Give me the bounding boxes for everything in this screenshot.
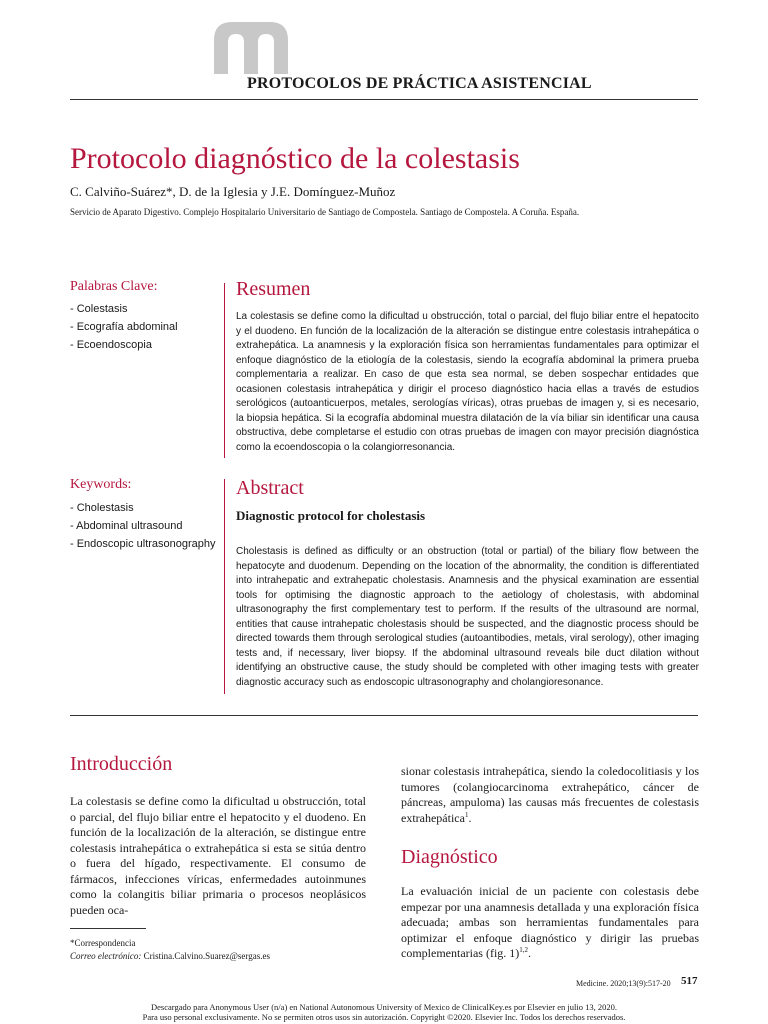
abstract-accent-rule (224, 479, 225, 694)
keywords-es-heading: Palabras Clave: (70, 279, 158, 294)
download-line-1: Descargado para Anonymous User (n/a) en National Autonomous University of Mexico de ClinicalKey.es por Elsevier en julio 13, 2020. (151, 1002, 617, 1012)
keyword-en-item: - Cholestasis (70, 502, 134, 514)
header-divider (70, 99, 698, 100)
diagnostico-body: La evaluación inicial de un paciente con colestasis debe empezar por una anamnesis detallada y una exploración física adecuada; ambas son herramientas fundamentales para optimizar el enfoque diagnóstico y dirigir las pruebas complementarias (fig. 1)$^{1,2}$. (401, 884, 699, 960)
journal-citation: Medicine. 2020;13(9):517-20 (576, 979, 671, 988)
journal-logo (214, 22, 288, 74)
citation-ref[interactable]: 1,2 (519, 946, 529, 954)
correspondence-label: *Correspondencia (70, 938, 136, 948)
keyword-es-item: - Colestasis (70, 303, 128, 315)
abstract-body: Cholestasis is defined as difficulty or an obstruction (total or partial) of the biliary flow between the hepatocyte and duodenum. Depending on the location of the abnormality, the condition is differentiated into intrahepatic and extrahepatic cholestasis. Anamnesis and the physical examination are essential tools for optimising the diagnostic approach to the aetiology of cholestasis, with abdominal ultrasonography the first complementary test to perform. If the results of the ultrasound are normal, entities that cause intrahepatic cholestasis should be suspected, and the diagnostic process should be directed towards them through serological studies (autoantibodies, metals, viral serology), other imaging tests and, if necessary, liver biopsy. If the abdominal ultrasound reveals bile duct dilation without identifying an obstructive cause, the study should be completed with other imaging tests with greater diagnostic accuracy such as endoscopic ultrasonography and cholangioresonance. (236, 546, 699, 688)
footnote-rule (70, 928, 146, 929)
page-number: 517 (681, 975, 698, 987)
resumen-body: La colestasis se define como la dificultad u obstrucción, total o parcial, del flujo biliar entre el hepatocito y el duodeno. En función de la localización de la alteración se distingue entre colestasis intrahepática o extrahepática. La anamnesis y la exploración física son herramientas fundamentales para optimizar el enfoque diagnóstico de la etiología de la colestasis, siendo la ecografía abdominal la primera prueba complementaria a realizar. En caso de que esta sea normal, se deben sospechar entidades que ocasionen colestasis intrahepática y dirigir el proceso diagnóstico hacia ellas a través de estudios serológicos (autoanticuerpos, metales, serologías víricas), otras pruebas de imagen y, si es necesario, la biopsia hepática. Si la ecografía abdominal muestra dilatación de la vía biliar sin identificar una causa obstructiva, debe completarse el estudio con otras pruebas de imagen con mayor precisión diagnóstica como la ecoendoscopia o la colangiorresonancia. (236, 311, 699, 453)
abstract-subtitle: Diagnostic protocol for cholestasis (236, 508, 426, 523)
resumen-heading: Resumen (236, 278, 311, 300)
introduccion-heading: Introducción (70, 753, 173, 775)
diagnostico-heading: Diagnóstico (401, 846, 498, 868)
article-authors: C. Calviño-Suárez*, D. de la Iglesia y J.E. Domínguez-Muñoz (70, 184, 396, 199)
keywords-en-heading: Keywords: (70, 477, 132, 492)
author-affiliation: Servicio de Aparato Digestivo. Complejo Hospitalario Universitario de Santiago de Compostela. Santiago de Compostela. A Coruña. España. (70, 207, 580, 217)
keyword-en-item: - Endoscopic ultrasonography (70, 538, 216, 550)
body-divider (70, 715, 698, 716)
abstract-heading: Abstract (236, 477, 304, 499)
citation-ref[interactable]: 1 (464, 810, 469, 819)
keywords-en-list (70, 499, 216, 553)
download-notice (0, 1002, 768, 1022)
correspondence-footnote (70, 937, 270, 962)
email-line (70, 950, 270, 963)
keyword-es-item: - Ecografía abdominal (70, 321, 178, 333)
keyword-en-item: - Abdominal ultrasound (70, 520, 183, 532)
resumen-accent-rule (224, 283, 225, 458)
download-line-2: Para uso personal exclusivamente. No se permiten otros usos sin autorización. Copyright ©2020. Elsevier Inc. Todos los derechos reservados. (142, 1012, 626, 1022)
keyword-es-item: - Ecoendoscopia (70, 339, 152, 351)
article-title: Protocolo diagnóstico de la colestasis (70, 142, 520, 175)
keywords-es-list (70, 300, 178, 354)
email-label: Correo electrónico: (70, 950, 142, 961)
introduccion-body: La colestasis se define como la dificultad u obstrucción, total o parcial, del flujo biliar entre el hepatocito y el duodeno. En función de la localización de la alteración, se distingue entre colestasis intrahepática o extrahepática si esta se sitúa dentro o fuera del hígado, respectivamente. El consumo de fármacos, infecciones víricas, enfermedades autoinmunes como la colangitis biliar primaria o procesos neoplásicos pueden oca- (70, 794, 366, 917)
section-series-title: PROTOCOLOS DE PRÁCTICA ASISTENCIAL (247, 75, 592, 92)
email-address[interactable]: Cristina.Calvino.Suarez@sergas.es (143, 950, 271, 961)
introduccion-continuation: sionar colestasis intrahepática, siendo la coledocolitiasis y los tumores (colangiocarcinoma extrahepático, cáncer de páncreas, ampuloma) las causas más frecuentes de colestasis extrahepática$^1$. (401, 764, 699, 825)
